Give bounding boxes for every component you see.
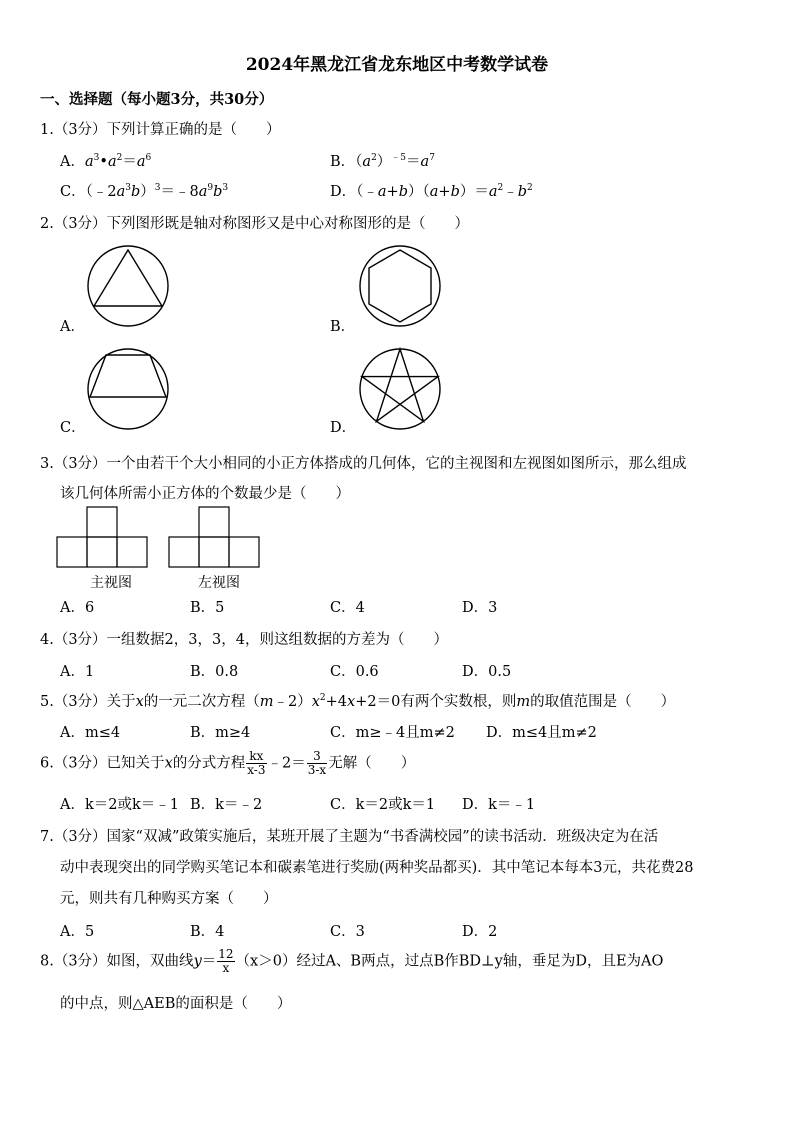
q5-option-d: D．m≤4且m≠2 [486, 725, 597, 741]
circle-pentagram-figure [358, 347, 442, 431]
q4-option-b: B．0.8 [190, 664, 239, 680]
circle-trapezoid-figure [86, 347, 170, 431]
q6-text: 无解（ ） [328, 755, 416, 772]
question-3-stem-line2: 该几何体所需小正方体的个数最少是（ ） [60, 486, 350, 502]
q5-var-m: m [516, 694, 531, 710]
circle-triangle-figure [86, 244, 170, 328]
q5-option-c: C．m≥﹣4且m≠2 [330, 725, 455, 741]
fraction-denominator: x-3 [247, 763, 266, 777]
main-view-caption: 主视图 [90, 575, 132, 591]
q7-option-d: D．2 [462, 924, 498, 940]
q4-option-c: C．0.6 [330, 664, 379, 680]
q2-option-d-label: D． [330, 420, 357, 436]
fraction-denominator: 3-x [307, 763, 327, 777]
q1-option-a: A．$a^3•a^2=a^6$ [60, 153, 152, 170]
q8-text: 8.（3分）如图，双曲线 [40, 953, 194, 970]
q7-option-b: B．4 [190, 924, 225, 940]
q1-option-c: C．$(﹣2a^3b)^3=﹣8a^9b^3$ [60, 183, 229, 200]
q8-fraction [217, 948, 234, 975]
q6-fraction-2 [307, 750, 327, 777]
question-8-stem [40, 948, 663, 975]
q3-option-d: D．3 [462, 600, 498, 616]
q5-option-a: A．m≤4 [60, 725, 121, 741]
question-3-stem-line1: 3.（3分）一个由若干个大小相同的小正方体搭成的几何体，它的主视图和左视图如图所示，那么组成 [40, 456, 687, 472]
left-view-figure [168, 506, 264, 568]
main-view-figure [56, 506, 152, 568]
q7-option-a: A．5 [60, 924, 95, 940]
q6-option-d: D．k＝﹣1 [462, 797, 536, 813]
question-2-stem: 2.（3分）下列图形既是轴对称图形又是中心对称图形的是（ ） [40, 216, 470, 232]
fraction-denominator: x [222, 961, 230, 975]
section-heading: 一、选择题（每小题3分，共30分） [40, 91, 274, 108]
fraction-numerator: kx [246, 750, 266, 764]
q3-option-a: A．6 [60, 600, 95, 616]
q2-option-b-label: B． [330, 319, 356, 335]
q6-option-c: C．k＝2或k＝1 [330, 797, 436, 813]
q7-option-c: C．3 [330, 924, 365, 940]
question-7-line2: 动中表现突出的同学购买笔记本和碳素笔进行奖励(两种奖品都买)．其中笔记本每本3元，共花费28 [60, 860, 694, 876]
q6-text: ﹣2＝ [267, 755, 306, 772]
q6-option-a: A．k＝2或k＝﹣1 [60, 797, 179, 813]
q6-option-b: B．k＝﹣2 [190, 797, 263, 813]
q6-fraction-1 [246, 750, 266, 777]
q8-text: ＝ [201, 953, 217, 970]
fraction-numerator: 3 [307, 750, 327, 764]
question-6-stem [40, 750, 415, 777]
question-1-stem: 1.（3分）下列计算正确的是（ ） [40, 122, 281, 138]
question-5-stem: 5.（3分）关于x的一元二次方程$(m﹣2)x^2+4x+2=0$有两个实数根，则m的取值范围是（ ） [40, 693, 676, 710]
question-8-line2: 的中点，则△AEB的面积是（ ） [60, 996, 292, 1012]
q2-option-c-label: C． [60, 420, 86, 436]
q5-text: ﹣2） [273, 694, 312, 710]
q1-option-a-label: A． [60, 154, 85, 170]
q3-option-b: B．5 [190, 600, 225, 616]
q8-text: （x＞0）经过A、B两点，过点B作BD⊥y轴，垂足为D，且E为AO [235, 953, 664, 970]
q6-var-x: x [164, 755, 173, 772]
q1-option-b: B．$(a^2)^{﹣5}=a^7$ [330, 153, 435, 170]
question-7-line3: 元，则共有几种购买方案（ ） [60, 891, 278, 907]
q5-option-b: B．m≥4 [190, 725, 251, 741]
circle-hexagon-figure [358, 244, 442, 328]
q8-var-y: y [193, 953, 202, 970]
q5-text: 的取值范围是（ ） [530, 694, 676, 710]
paper-title: 2024年黑龙江省龙东地区中考数学试卷 [245, 55, 549, 75]
q3-option-c: C．4 [330, 600, 365, 616]
q6-text: 的分式方程 [172, 755, 246, 772]
q5-var-x: x [135, 694, 144, 710]
q6-text: 6.（3分）已知关于 [40, 755, 165, 772]
q4-option-a: A．1 [60, 664, 95, 680]
q4-option-d: D．0.5 [462, 664, 512, 680]
question-7-line1: 7.（3分）国家“双减”政策实施后，某班开展了主题为“书香满校园”的读书活动．班级决定为在活 [40, 829, 659, 845]
q1-option-d: D．$(﹣a+b)(a+b)=a^2﹣b^2$ [330, 183, 533, 200]
left-view-caption: 左视图 [198, 575, 240, 591]
question-4-stem: 4.（3分）一组数据2，3，3，4，则这组数据的方差为（ ） [40, 632, 448, 648]
q2-option-a-label: A． [60, 319, 85, 335]
fraction-numerator: 12 [218, 947, 234, 961]
q5-text: +2＝0有两个实数根，则 [355, 694, 517, 710]
q5-var-m: m [259, 694, 274, 710]
q5-text: 的一元二次方程（ [143, 694, 260, 710]
q5-text: 5.（3分）关于 [40, 694, 136, 710]
